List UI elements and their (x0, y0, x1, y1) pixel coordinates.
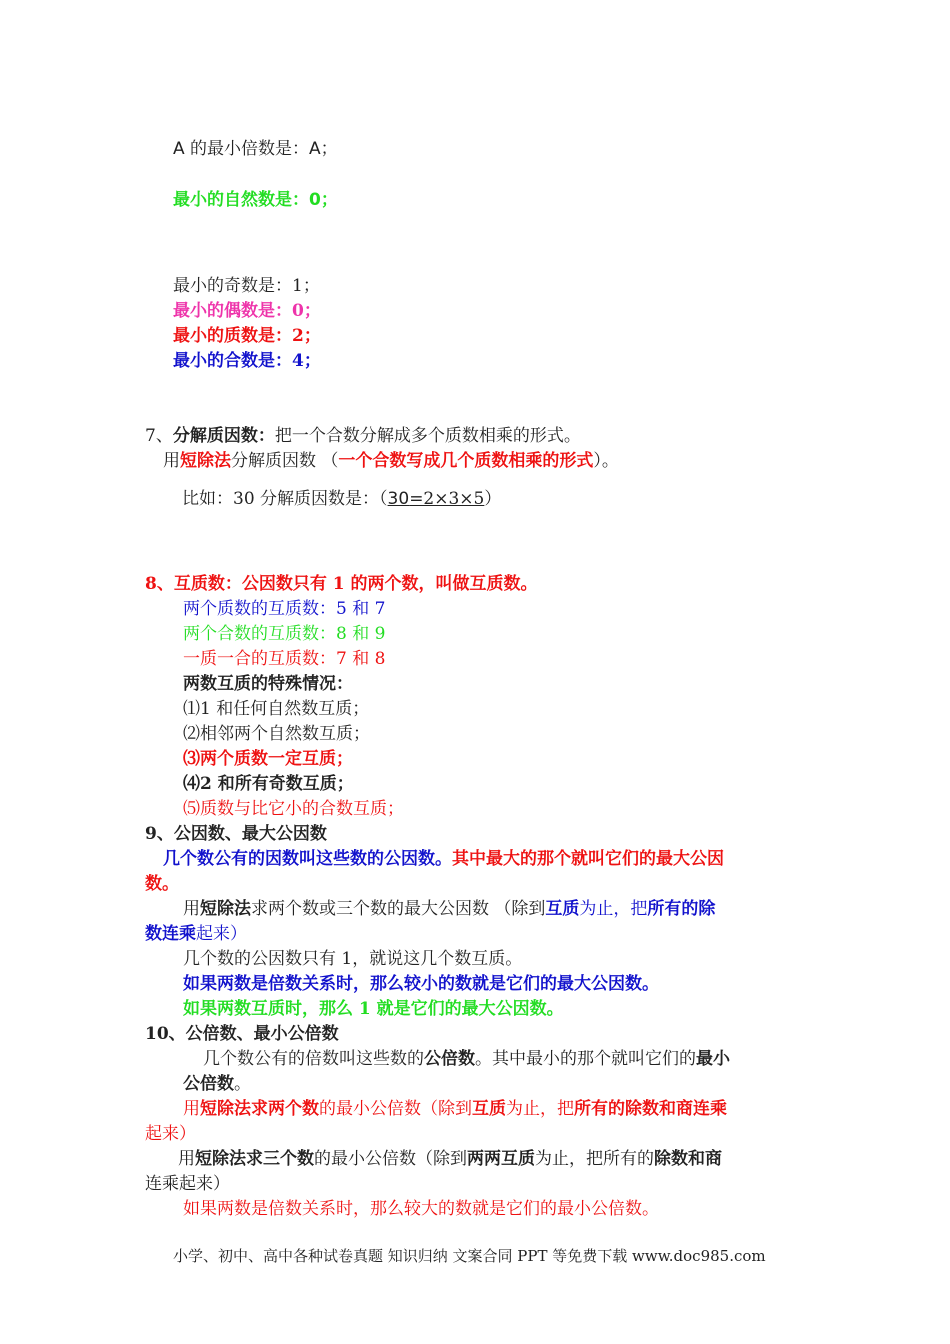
section-9-heading: 9、公因数、最大公因数 (145, 824, 327, 844)
coprime-case-2: ⑵相邻两个自然数互质； (183, 724, 370, 744)
section-9-method-cont: 数连乘起来） (145, 924, 247, 944)
section-9-definition: 几个数公有的因数叫这些数的公因数。其中最大的那个就叫它们的最大公因 (163, 849, 724, 869)
section-9-coprime-rule: 如果两数互质时，那么 1 就是它们的最大公因数。 (183, 999, 564, 1019)
section-10-heading: 10、公倍数、最小公倍数 (145, 1024, 339, 1044)
coprime-two-composites: 两个合数的互质数：8 和 9 (183, 624, 386, 644)
section-10-two-numbers-cont: 起来） (145, 1124, 196, 1144)
section-9-multiple-rule: 如果两数是倍数关系时，那么较小的数就是它们的最大公因数。 (183, 974, 659, 994)
section-10-multiple-rule: 如果两数是倍数关系时，那么较大的数就是它们的最小公倍数。 (183, 1199, 659, 1219)
section-10-three-numbers-cont: 连乘起来） (145, 1174, 230, 1194)
section-9-method: 用短除法求两个数或三个数的最大公因数 （除到互质为止，把所有的除 (183, 899, 716, 919)
coprime-prime-composite: 一质一合的互质数：7 和 8 (183, 649, 386, 669)
line-min-composite: 最小的合数是：4； (173, 351, 321, 371)
section-7-example: 比如：30 分解质因数是：（30=2×3×5） (182, 489, 502, 509)
section-7-heading: 7、分解质因数：把一个合数分解成多个质数相乘的形式。 (145, 426, 581, 446)
line-a-min-multiple: A 的最小倍数是：A； (173, 139, 338, 159)
line-min-even: 最小的偶数是：0； (173, 301, 321, 321)
line-min-natural: 最小的自然数是：0； (173, 190, 338, 210)
section-9-coprime-note: 几个数的公因数只有 1，就说这几个数互质。 (183, 949, 523, 969)
section-10-definition: 几个数公有的倍数叫这些数的公倍数。其中最小的那个就叫它们的最小 (203, 1049, 730, 1069)
coprime-case-5: ⑸质数与比它小的合数互质； (183, 799, 404, 819)
section-8-heading: 8、互质数：公因数只有 1 的两个数，叫做互质数。 (145, 574, 538, 594)
coprime-case-3: ⑶两个质数一定互质； (183, 749, 353, 769)
coprime-case-1: ⑴1 和任何自然数互质； (183, 699, 370, 719)
coprime-two-primes: 两个质数的互质数：5 和 7 (183, 599, 386, 619)
line-min-prime: 最小的质数是：2； (173, 326, 321, 346)
section-7-method: 用短除法分解质因数 （一个合数写成几个质数相乘的形式）。 (163, 451, 619, 471)
coprime-special-heading: 两数互质的特殊情况： (183, 674, 353, 694)
section-9-definition-cont: 数。 (145, 874, 179, 894)
footer-text: 小学、初中、高中各种试卷真题 知识归纳 文案合同 PPT 等免费下载 www.doc985.com (173, 1247, 766, 1265)
section-10-definition-cont: 公倍数。 (183, 1074, 251, 1094)
coprime-case-4: ⑷2 和所有奇数互质； (183, 774, 354, 794)
section-10-three-numbers: 用短除法求三个数的最小公倍数（除到两两互质为止，把所有的除数和商 (178, 1149, 722, 1169)
section-10-two-numbers: 用短除法求两个数的最小公倍数（除到互质为止，把所有的除数和商连乘 (183, 1099, 727, 1119)
line-min-odd: 最小的奇数是：1； (173, 276, 320, 296)
